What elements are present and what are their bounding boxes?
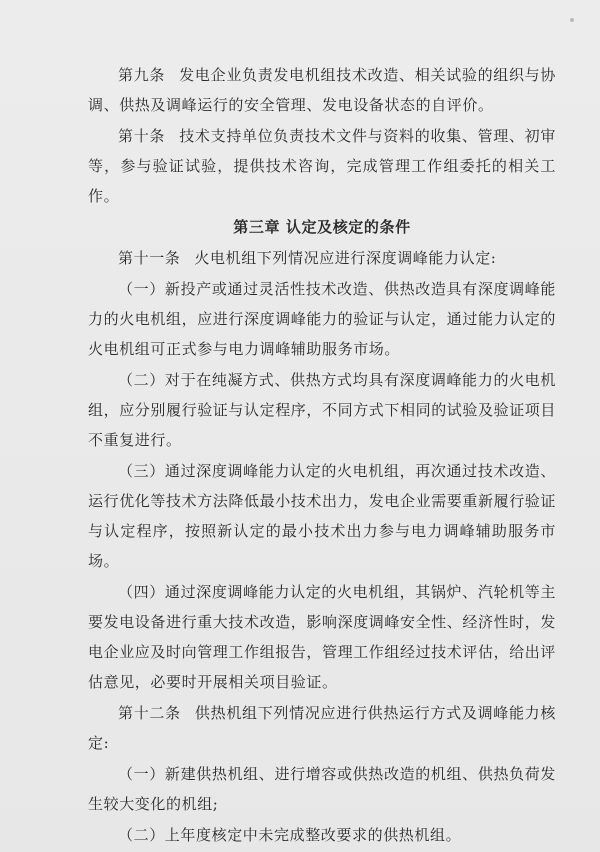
article-12-label: 第十二条	[118, 704, 181, 722]
article-12	[88, 698, 556, 758]
article-9	[88, 60, 556, 120]
article-11-item-3: （三）通过深度调峰能力认定的火电机组，再次通过技术改造、运行优化等技术方法降低最小技术出力，发电企业需要重新履行验证与认定程序，按照新认定的最小技术出力参与电力调峰辅助服务市场。	[88, 462, 557, 570]
article-11-label: 第十一条	[118, 249, 181, 267]
article-9-label: 第九条	[118, 66, 166, 84]
article-11-text: 火电机组下列情况应进行深度调峰能力认定:	[194, 249, 497, 267]
article-11-item-4: （四）通过深度调峰能力认定的火电机组，其锅炉、汽轮机等主要发电设备进行重大技术改造，影响深度调峰安全性、经济性时，发电企业应及时向管理工作组报告，管理工作组经过技术评估，给出评估意见，必要时开展相关项目验证。	[88, 583, 557, 691]
article-12-item-1: （一）新建供热机组、进行增容或供热改造的机组、供热负荷发生较大变化的机组;	[88, 765, 556, 813]
article-12-item-2: （二）上年度核定中未完成整改要求的供热机组。	[118, 826, 462, 844]
document-body	[88, 60, 556, 851]
scan-speck	[570, 18, 574, 22]
article-9-text: 发电企业负责发电机组技术改造、相关试验的组织与协调、供热及调峰运行的安全管理、发电设备状态的自评价。	[88, 66, 556, 114]
article-11-item-1: （一）新投产或通过灵活性技术改造、供热改造具有深度调峰能力的火电机组，应进行深度调峰能力的验证与认定，通过能力认定的火电机组可正式参与电力调峰辅助服务市场。	[88, 280, 557, 358]
article-10-text: 技术支持单位负责技术文件与资料的收集、管理、初审等，参与验证试验，提供技术咨询，完成管理工作组委托的相关工作。	[88, 127, 556, 205]
article-11-item-2: （二）对于在纯凝方式、供热方式均具有深度调峰能力的火电机组，应分别履行验证与认定程序，不同方式下相同的试验及验证项目不重复进行。	[88, 371, 557, 449]
article-11	[88, 243, 556, 273]
article-10-label: 第十条	[118, 127, 166, 145]
chapter-title: 第三章 认定及核定的条件	[233, 218, 411, 236]
article-12-text: 供热机组下列情况应进行供热运行方式及调峰能力核定:	[88, 704, 556, 752]
article-10	[88, 121, 556, 211]
